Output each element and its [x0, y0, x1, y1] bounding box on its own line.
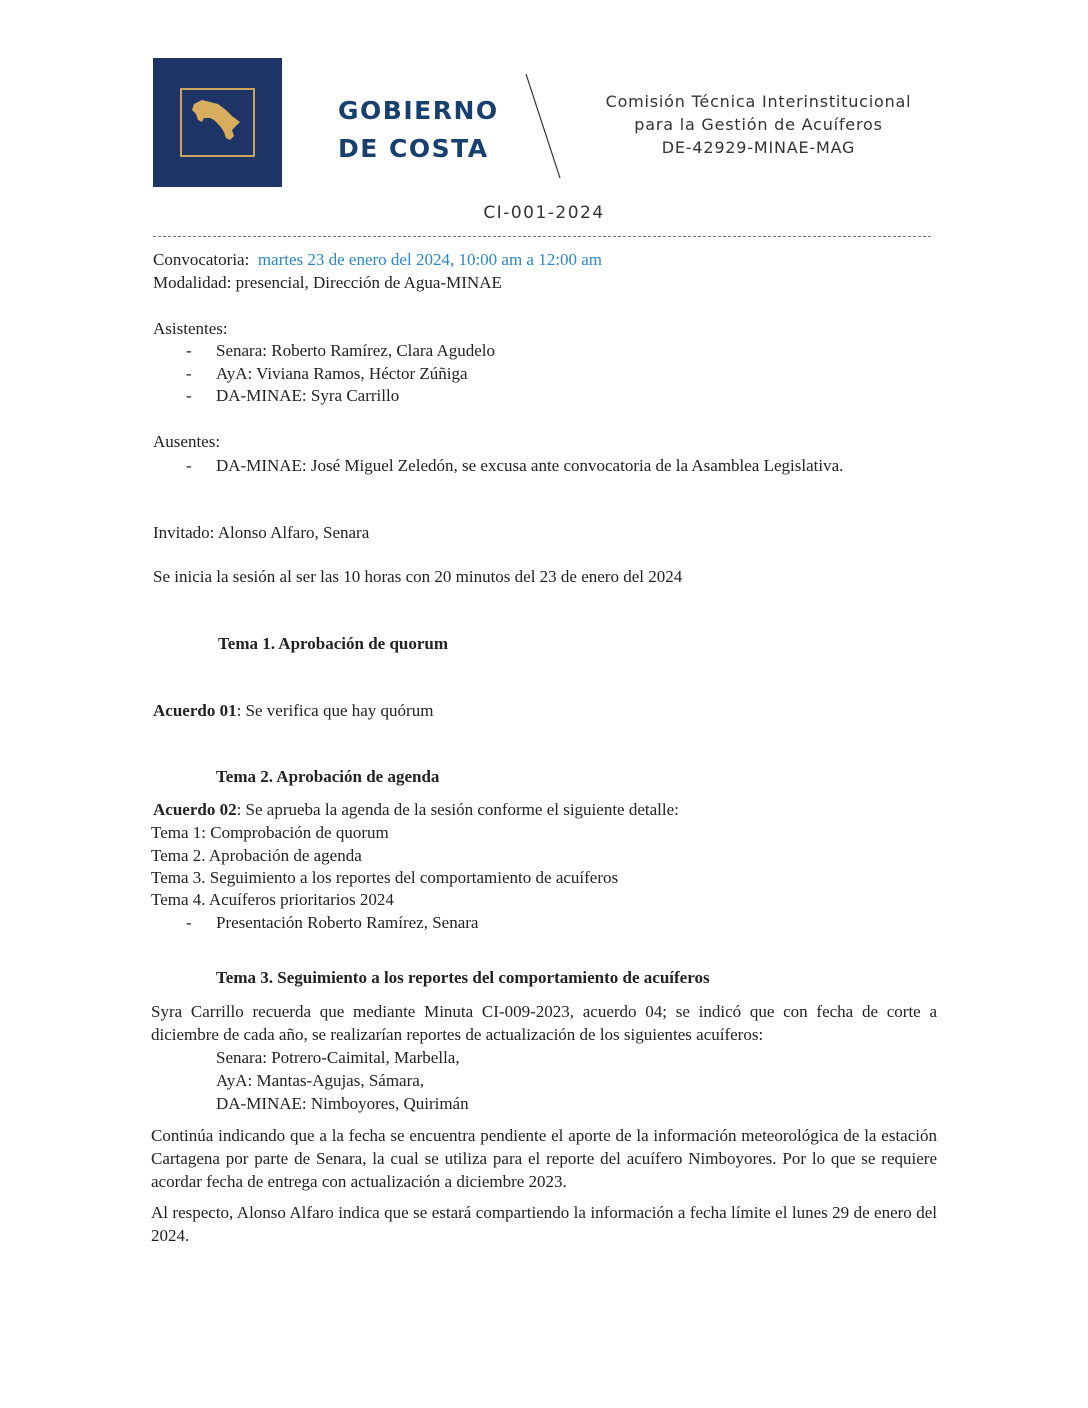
asistentes-label: Asistentes:	[153, 319, 228, 338]
dashed-separator	[153, 236, 931, 237]
tema3-paragraph-3: Al respecto, Alonso Alfaro indica que se estará compartiendo la información a fecha límite el lunes 29 de enero del 2024.	[151, 1203, 937, 1245]
modalidad-line: Modalidad: presencial, Dirección de Agua-MINAE	[153, 273, 502, 292]
acuerdo01-label: Acuerdo 01	[153, 701, 237, 720]
tema2-heading: Tema 2. Aprobación de agenda	[216, 767, 440, 786]
government-title	[338, 92, 499, 168]
logo-frame	[180, 88, 255, 157]
bullet-dash: -	[186, 386, 192, 405]
government-logo	[153, 58, 282, 187]
acuerdo02-text: : Se aprueba la agenda de la sesión conforme el siguiente detalle:	[236, 800, 679, 819]
acuifero-item: AyA: Mantas-Agujas, Sámara,	[216, 1071, 425, 1090]
convocatoria-line	[153, 249, 602, 271]
agenda-item: Tema 4. Acuíferos prioritarios 2024	[151, 890, 394, 909]
agenda-item: Tema 2. Aprobación de agenda	[151, 846, 362, 865]
agenda-item: Tema 3. Seguimiento a los reportes del comportamiento de acuíferos	[151, 868, 619, 887]
asistente-item: DA-MINAE: Syra Carrillo	[216, 386, 400, 405]
invitado-line: Invitado: Alonso Alfaro, Senara	[153, 523, 370, 542]
document-code: CI-001-2024	[483, 203, 605, 223]
commission-name	[566, 90, 951, 159]
acuerdo02-line	[153, 799, 679, 821]
costa-rica-map-icon	[188, 96, 248, 148]
acuifero-item: Senara: Potrero-Caimital, Marbella,	[216, 1048, 460, 1067]
convocatoria-value: martes 23 de enero del 2024, 10:00 am a 12:00 am	[257, 250, 602, 269]
bullet-dash: -	[186, 456, 192, 475]
header-divider	[524, 72, 564, 182]
acuifero-item: DA-MINAE: Nimboyores, Quirimán	[216, 1094, 469, 1113]
tema1-heading: Tema 1. Aprobación de quorum	[218, 634, 449, 653]
acuerdo01-text: : Se verifica que hay quórum	[236, 701, 434, 720]
gov-line-2: DE COSTA	[338, 134, 489, 163]
agenda-item: Tema 1: Comprobación de quorum	[151, 823, 389, 842]
agenda-sub-item: Presentación Roberto Ramírez, Senara	[216, 913, 479, 932]
commission-line-2: para la Gestión de Acuíferos	[634, 115, 883, 134]
asistente-item: Senara: Roberto Ramírez, Clara Agudelo	[216, 341, 495, 360]
ausentes-label: Ausentes:	[153, 432, 221, 451]
tema3-heading: Tema 3. Seguimiento a los reportes del comportamiento de acuíferos	[216, 968, 710, 987]
gov-line-1: GOBIERNO	[338, 96, 499, 125]
bullet-dash: -	[186, 913, 192, 932]
convocatoria-label: Convocatoria:	[153, 250, 250, 269]
acuerdo01-line	[153, 700, 433, 722]
tema3-paragraph-2: Continúa indicando que a la fecha se encuentra pendiente el aporte de la información meteorológica de la estación Cartagena por parte de Senara, la cual se utiliza para el reporte del acuífero Nimboyores. Por lo que se requiere acordar fecha de entrega con actualización a diciembre 2023.	[151, 1126, 937, 1191]
asistente-item: AyA: Viviana Ramos, Héctor Zúñiga	[216, 364, 468, 383]
ausente-item: DA-MINAE: José Miguel Zeledón, se excusa ante convocatoria de la Asamblea Legislativa.	[216, 456, 844, 475]
commission-decree: DE-42929-MINAE-MAG	[661, 138, 856, 157]
bullet-dash: -	[186, 341, 192, 360]
acuerdo02-label: Acuerdo 02	[153, 800, 237, 819]
session-start-line: Se inicia la sesión al ser las 10 horas con 20 minutos del 23 de enero del 2024	[153, 567, 683, 586]
tema3-paragraph-1: Syra Carrillo recuerda que mediante Minuta CI-009-2023, acuerdo 04; se indicó que con fecha de corte a diciembre de cada año, se realizarían reportes de actualización de los siguientes acuíferos:	[151, 1002, 937, 1044]
bullet-dash: -	[186, 364, 192, 383]
commission-line-1: Comisión Técnica Interinstitucional	[605, 92, 912, 111]
